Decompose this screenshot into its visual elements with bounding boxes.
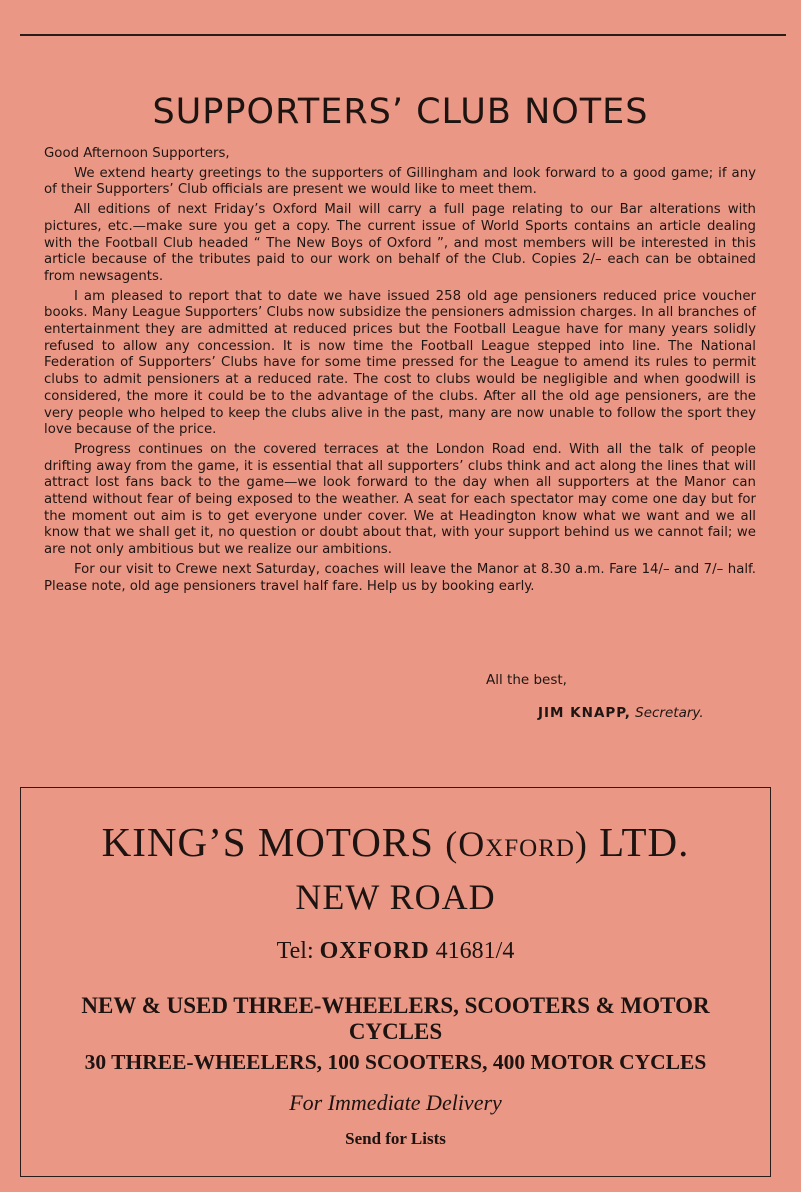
- ad-company-part-1: KING’S MOTORS: [101, 819, 446, 865]
- signature-role: Secretary.: [635, 705, 704, 721]
- ad-company-part-2: (Oxford): [445, 824, 588, 864]
- paragraph-terraces: Progress continues on the covered terraces at the London Road end. With all the talk of people drifting away from the game, it is essential that all supporters’ clubs think and act along the lines that will attract lost fans back to the game—we look forward to the day when all supporters at the Manor can attend without fear of being exposed to the weather. A seat for each spectator may come one day but for the moment out aim is to get everyone under cover. We at Headington know what we want and we all know that we shall get it, no question or doubt about that, with your support behind us we cannot fail; we are not only ambitious but we realize our ambitions.: [44, 441, 756, 558]
- paragraph-greetings: We extend hearty greetings to the supporters of Gillingham and look forward to a good game; if any of their Supporters’ Club officials are present we would like to meet them.: [44, 165, 756, 198]
- top-rule: [20, 34, 786, 36]
- ad-telephone: [21, 938, 770, 965]
- paragraph-crewe-trip: For our visit to Crewe next Saturday, coaches will leave the Manor at 8.30 a.m. Fare 14/– and 7/– half. Please note, old age pensioners travel half fare. Help us by booking early.: [44, 561, 756, 594]
- ad-line-stock: 30 THREE-WHEELERS, 100 SCOOTERS, 400 MOTOR CYCLES: [84, 1050, 707, 1074]
- signoff: All the best,: [486, 672, 567, 688]
- ad-line-vehicles: NEW & USED THREE-WHEELERS, SCOOTERS & MOTOR CYCLES: [81, 993, 710, 1044]
- signature-name: JIM KNAPP,: [538, 705, 631, 721]
- paragraph-oxford-mail: All editions of next Friday’s Oxford Mail will carry a full page relating to our Bar alterations with pictures, etc.—make sure you get a copy. The current issue of World Sports contains an article dealing with the Football Club headed “ The New Boys of Oxford ”, and most members will be interested in this article because of the tributes paid to our work on behalf of the Club. Copies 2/– each can be obtained from newsagents.: [44, 202, 756, 284]
- ad-company-part-3: LTD.: [587, 819, 690, 865]
- advertisement-box: [20, 787, 771, 1177]
- signature: [538, 705, 704, 721]
- ad-tel-prefix: Tel:: [276, 938, 320, 964]
- ad-line-lists: Send for Lists: [345, 1129, 446, 1148]
- ad-company-name: [21, 818, 770, 866]
- ad-address: NEW ROAD: [295, 877, 496, 917]
- ad-tel-number: 41681/4: [429, 938, 515, 964]
- ad-line-delivery: For Immediate Delivery: [289, 1090, 502, 1115]
- page-title: SUPPORTERS’ CLUB NOTES: [152, 92, 649, 132]
- notes-body: [44, 146, 756, 598]
- paragraph-pensioners: I am pleased to report that to date we have issued 258 old age pensioners reduced price voucher books. Many League Supporters’ Clubs now subsidize the pensioners admission charges. In all branches of entertainment they are admitted at reduced prices but the Football League have for many years solidly refused to allow any concession. It is now time the Football League stepped into line. The National Federation of Supporters’ Clubs have for some time pressed for the League to amend its rules to permit clubs to admit pensioners at a reduced rate. The cost to clubs would be negligible and when goodwill is considered, the more it could be to the advantage of the clubs. After all the old age pensioners, are the very people who helped to keep the clubs alive in the past, many are now unable to follow the sport they love because of the price.: [44, 288, 756, 438]
- greeting: Good Afternoon Supporters,: [44, 146, 230, 161]
- ad-tel-exchange: OXFORD: [319, 938, 430, 964]
